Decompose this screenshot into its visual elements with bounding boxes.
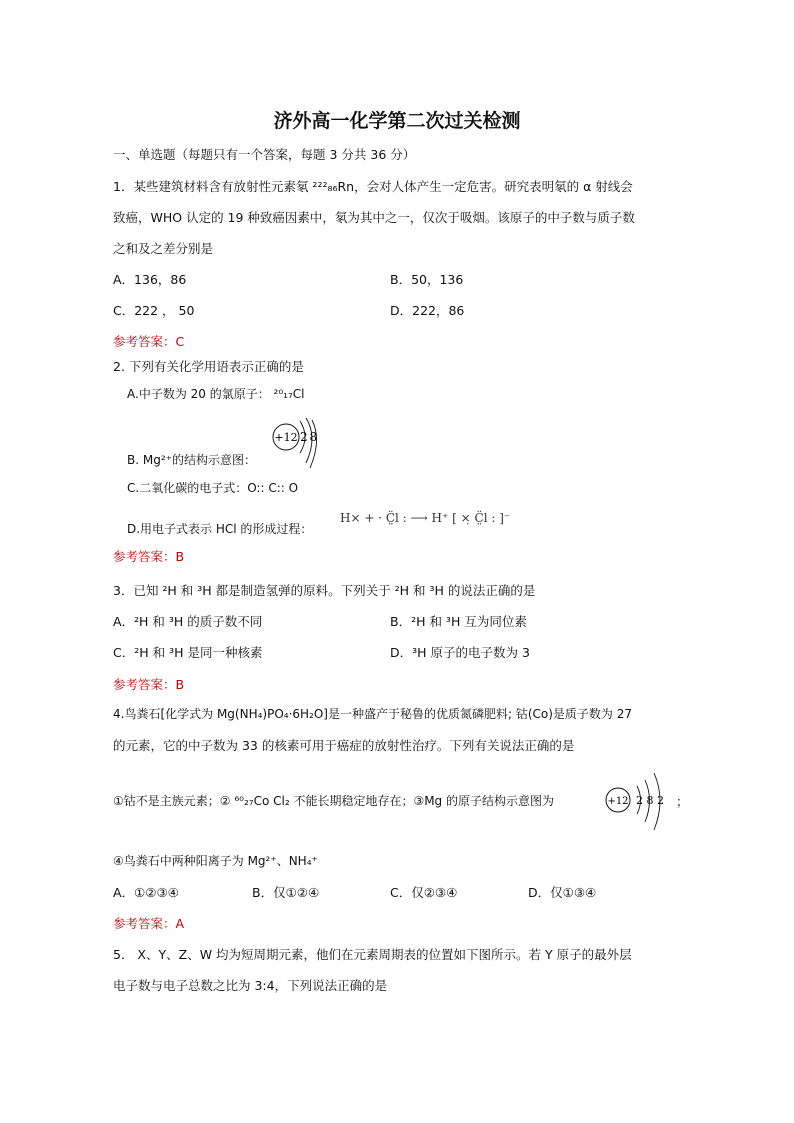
q2-option-a: A.中子数为 20 的氯原子： ²⁰₁₇Cl xyxy=(127,387,305,401)
q3-stem: 3．已知 ²H 和 ³H 都是制造氢弹的原料。下列关于 ²H 和 ³H 的说法正确的是 xyxy=(113,583,536,598)
answer-label: 参考答案： xyxy=(113,916,176,931)
answer-label: 参考答案： xyxy=(113,549,176,564)
answer-value: B xyxy=(175,549,185,564)
answer-value: B xyxy=(175,677,185,692)
q3-option-b: B．²H 和 ³H 互为同位素 xyxy=(390,614,527,629)
q1-option-d: D．222，86 xyxy=(390,303,465,318)
q1-line: 1．某些建筑材料含有放射性元素氡 ²²²₈₆Rn，会对人体产生一定危害。研究表明氡的 α 射线会 xyxy=(113,179,633,194)
q3-option-c: C．²H 和 ³H 是同一种核素 xyxy=(113,645,263,660)
q2-option-c: C.二氧化碳的电子式：O:: C:: O xyxy=(127,481,299,495)
q2-stem: 2. 下列有关化学用语表示正确的是 xyxy=(113,359,304,374)
mg-atom-structure-diagram xyxy=(604,770,674,832)
q4-item-4: ④鸟粪石中两种阳离子为 Mg²⁺、NH₄⁺ xyxy=(113,854,318,868)
q1-answer xyxy=(113,332,184,350)
q1-option-c: C．222 ， 50 xyxy=(113,303,195,318)
nucleus-label: +12 xyxy=(607,796,629,807)
q1-option-a: A．136，86 xyxy=(113,272,187,287)
q1-line: 之和及之差分别是 xyxy=(113,241,214,256)
q2-answer xyxy=(113,547,184,565)
page-title: 济外高一化学第二次过关检测 xyxy=(273,110,521,132)
q5-line: 5． X、Y、Z、W 均为短周期元素，他们在元素周期表的位置如下图所示。若 Y 原子的最外层 xyxy=(113,947,632,962)
item-end-punct: ； xyxy=(676,794,689,809)
q4-option-d: D．仅①③④ xyxy=(528,885,597,900)
q4-line: 的元素，它的中子数为 33 的核素可用于癌症的放射性治疗。下列有关说法正确的是 xyxy=(113,738,575,753)
q5-line: 电子数与电子总数之比为 3:4，下列说法正确的是 xyxy=(113,978,388,993)
q4-option-c: C．仅②③④ xyxy=(390,885,458,900)
q3-option-a: A．²H 和 ³H 的质子数不同 xyxy=(113,614,263,629)
answer-value: C xyxy=(175,334,185,349)
answer-value: A xyxy=(175,916,185,931)
hcl-electron-formula: H× + · C̤̈l : ⟶ H⁺ [ ×̣ C̤̈l : ]⁻ xyxy=(340,511,511,525)
q2-option-d: D.用电子式表示 HCl 的形成过程： xyxy=(127,522,313,536)
q4-answer xyxy=(113,914,184,932)
q3-answer xyxy=(113,675,184,693)
q3-option-d: D．³H 原子的电子数为 3 xyxy=(390,645,530,660)
mg-ion-structure-diagram xyxy=(270,418,330,470)
nucleus-label: +12 xyxy=(274,431,298,444)
q4-line: 4.鸟粪石[化学式为 Mg(NH₄)PO₄·6H₂O]是一种盛产于秘鲁的优质氮磷肥料; 钴(Co)是质子数为 27 xyxy=(113,707,633,721)
q1-option-b: B．50，136 xyxy=(390,272,464,287)
q4-item-1-3: ①钴不是主族元素；② ⁶⁰₂₇Co Cl₂ 不能长期稳定地存在；③Mg 的原子结构示意图为 xyxy=(113,794,554,808)
shell-electrons: 2 8 xyxy=(300,430,317,444)
q2-option-b: B. Mg²⁺的结构示意图： xyxy=(127,453,256,467)
q4-option-a: A．①②③④ xyxy=(113,885,179,900)
answer-label: 参考答案： xyxy=(113,677,176,692)
q4-option-b: B．仅①②④ xyxy=(252,885,320,900)
shell-electrons: 2 8 2 xyxy=(636,794,664,807)
section-heading: 一、单选题（每题只有一个答案，每题 3 分共 36 分） xyxy=(113,147,416,162)
answer-label: 参考答案： xyxy=(113,334,176,349)
q1-line: 致癌，WHO 认定的 19 种致癌因素中，氡为其中之一，仅次于吸烟。该原子的中子数与质子数 xyxy=(113,210,635,225)
